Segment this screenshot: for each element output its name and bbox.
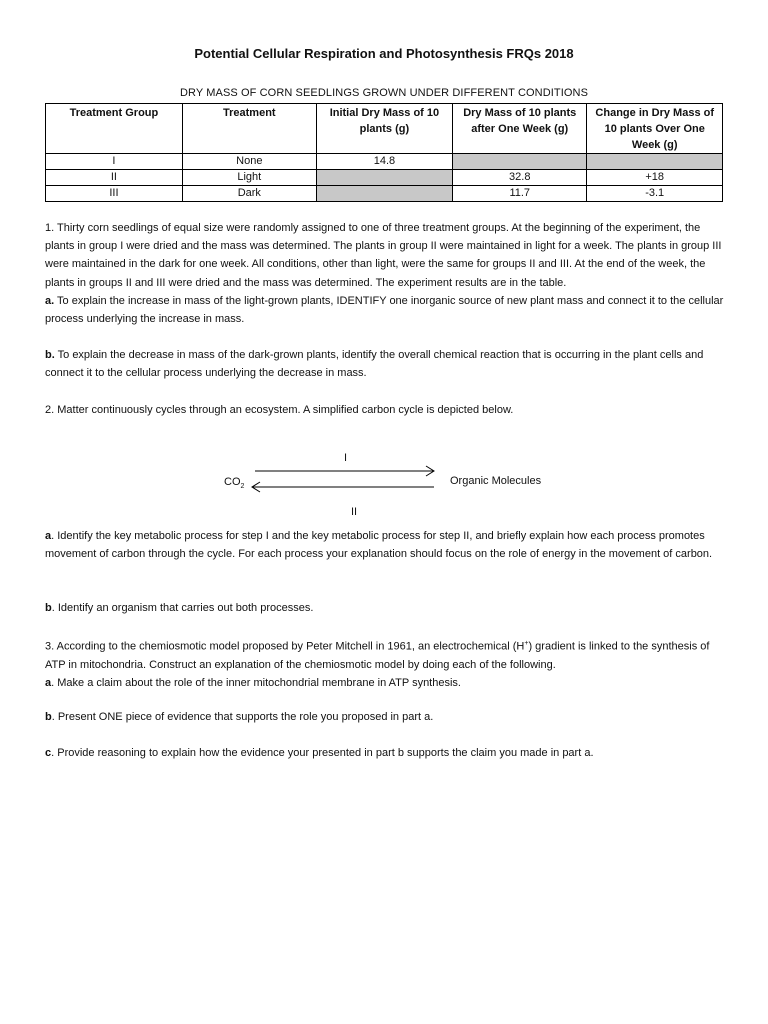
question-2a xyxy=(45,527,725,563)
question-1 xyxy=(45,219,725,328)
arrow-left-icon xyxy=(252,482,434,492)
step-2-label: II xyxy=(351,506,358,518)
table-cell: Dark xyxy=(182,186,316,202)
intro-text: 3. According to the chemiosmotic model proposed by Peter Mitchell in 1961, an electrochemical (H xyxy=(45,640,525,653)
question-3c xyxy=(45,744,725,762)
question-3a xyxy=(45,674,725,692)
question-3-intro xyxy=(45,635,725,674)
arrow-right-icon xyxy=(255,466,434,476)
part-text: . Identify an organism that carries out both processes. xyxy=(51,602,314,614)
document-title: Potential Cellular Respiration and Photosynthesis FRQs 2018 xyxy=(194,46,574,61)
superscript-plus: + xyxy=(524,640,529,647)
data-table xyxy=(45,103,723,202)
table-row xyxy=(46,154,723,170)
part-label: b xyxy=(45,602,52,614)
table-cell: 32.8 xyxy=(453,170,587,186)
table-cell-shaded xyxy=(587,154,723,170)
co2-base: CO xyxy=(224,476,241,488)
part-label: a xyxy=(45,677,52,690)
table-cell-shaded xyxy=(316,170,452,186)
table-cell: Light xyxy=(182,170,316,186)
carbon-cycle-diagram xyxy=(0,448,768,523)
question-1b xyxy=(45,346,725,382)
organic-molecules-label: Organic Molecules xyxy=(450,475,542,487)
table-cell: +18 xyxy=(587,170,723,186)
table-cell: 11.7 xyxy=(453,186,587,202)
table-cell-shaded xyxy=(453,154,587,170)
part-text: . Make a claim about the role of the inner mitochondrial membrane in ATP synthesis. xyxy=(51,677,461,690)
table-header: Dry Mass of 10 plants after One Week (g) xyxy=(453,104,587,154)
part-label: c xyxy=(45,747,52,759)
part-text: To explain the decrease in mass of the dark-grown plants, identify the overall chemical reaction that is occurring in the plant cells and connect it to the cellular process underlying the decrease in mass. xyxy=(45,349,704,380)
table-cell: 14.8 xyxy=(316,154,452,170)
part-label: b. xyxy=(45,349,55,361)
table-cell: -3.1 xyxy=(587,186,723,202)
table-cell: III xyxy=(46,186,183,202)
part-label: a xyxy=(45,530,52,542)
question-3b xyxy=(45,708,725,726)
question-1a xyxy=(45,292,725,328)
table-cell: None xyxy=(182,154,316,170)
intro-text: ) gradient is linked to the synthesis of ATP in mitochondria. Construct an explanation of the chemiosmotic model by doing each of the following. xyxy=(45,640,710,671)
table-header-row xyxy=(46,104,723,154)
table-cell: I xyxy=(46,154,183,170)
part-text: . Present ONE piece of evidence that supports the role you proposed in part a. xyxy=(51,711,434,723)
step-1-label: I xyxy=(344,452,348,464)
table-caption: DRY MASS OF CORN SEEDLINGS GROWN UNDER DIFFERENT CONDITIONS xyxy=(179,87,589,99)
table-row xyxy=(46,170,723,186)
part-text: To explain the increase in mass of the light-grown plants, IDENTIFY one inorganic source of new plant mass and connect it to the cellular process underlying the increase in mass. xyxy=(45,294,724,326)
table-header: Treatment Group xyxy=(46,104,183,154)
table-row xyxy=(46,186,723,202)
part-text: . Provide reasoning to explain how the evidence your presented in part b supports the claim you made in part a. xyxy=(51,747,594,759)
co2-subscript: 2 xyxy=(240,483,245,491)
question-2-intro xyxy=(45,401,725,419)
part-label: b xyxy=(45,711,52,723)
part-text: . Identify the key metabolic process for step I and the key metabolic process for step II, and briefly explain how each process promotes movement of carbon through the cycle. For each process your explanation should focus on the role of energy in the movement of carbon. xyxy=(45,530,713,561)
part-label: a. xyxy=(45,294,55,307)
question-2b xyxy=(45,599,725,617)
table-cell: II xyxy=(46,170,183,186)
table-header: Change in Dry Mass of 10 plants Over One Week (g) xyxy=(587,104,723,154)
question-2-intro-text: 2. Matter continuously cycles through an ecosystem. A simplified carbon cycle is depicted below. xyxy=(45,404,514,416)
table-header: Initial Dry Mass of 10 plants (g) xyxy=(316,104,452,154)
cycle-arrows xyxy=(0,448,768,523)
table-header: Treatment xyxy=(182,104,316,154)
table-cell-shaded xyxy=(316,186,452,202)
question-1-intro: 1. Thirty corn seedlings of equal size were randomly assigned to one of three treatment groups. At the beginning of the experiment, the plants in group I were dried and the mass was determined. The plants in group II were maintained in light for a week. The plants in group III were maintained in the dark for one week. All conditions, other than light, were the same for groups II and III. At the end of the week, the plants in groups II and III were dried and the mass was determined. The experiment results are in the table. xyxy=(45,222,722,289)
question-3 xyxy=(45,635,725,692)
